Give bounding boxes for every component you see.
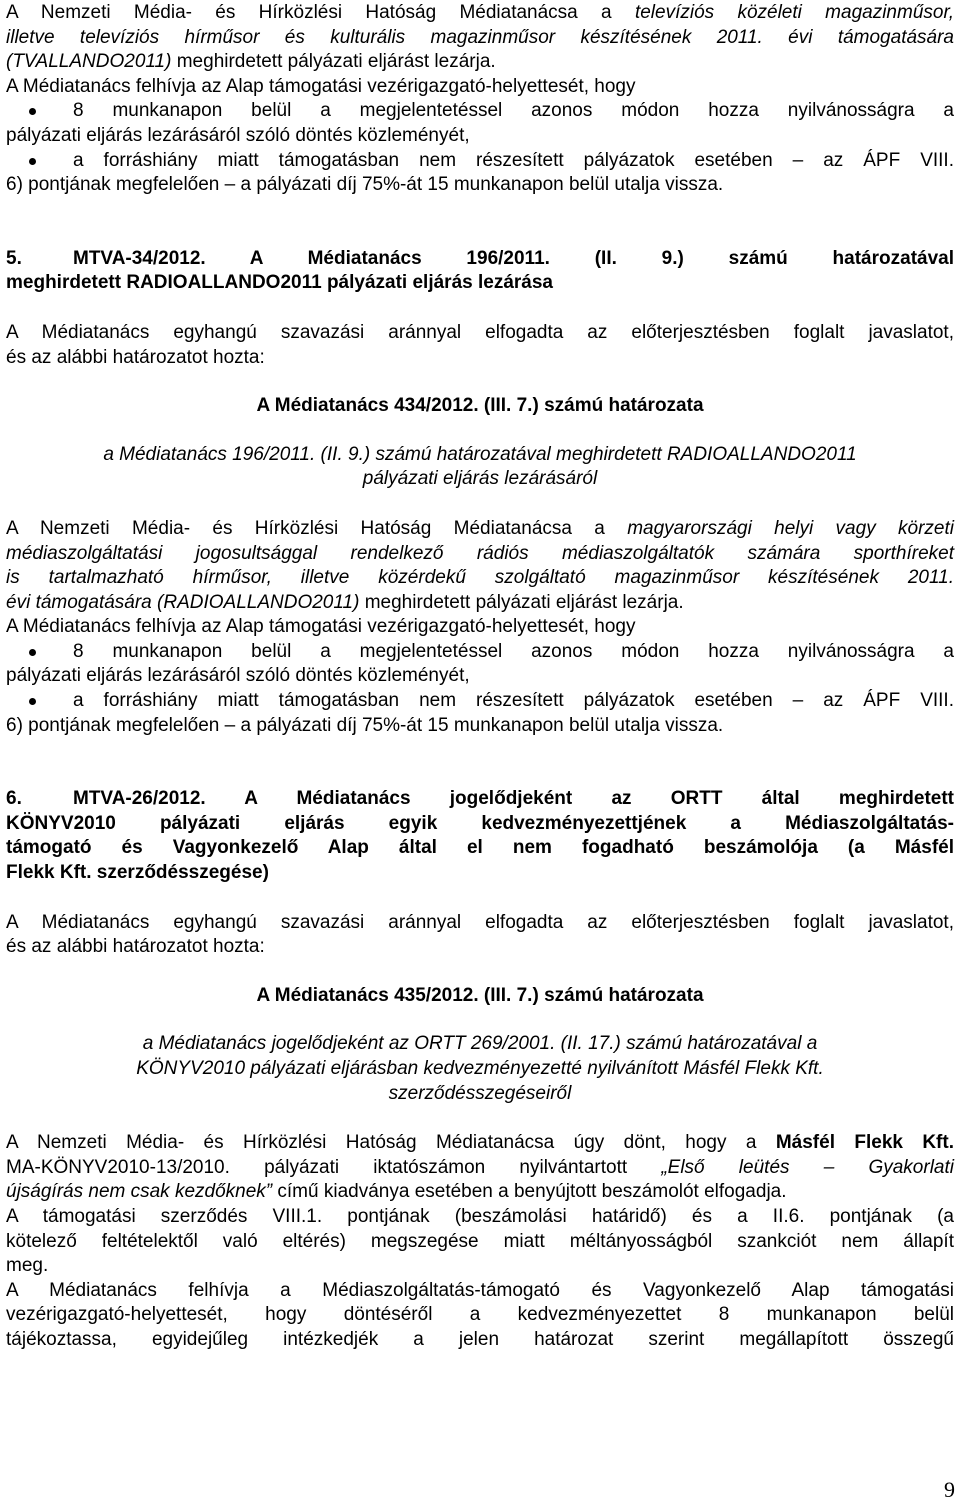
decision-body: A Nemzeti Média- és Hírközlési Hatóság Médiatanácsa a magyarországi helyi vagy körzeti médiaszolgáltatási jogosultsággal rendelkező rádiós médiaszolgáltatók számára sporthíreket is tartalmazható hírműsor, illetve közérdekű szolgáltató magazinműsor készítésének 2011. évi támogatására (RADIOALLANDO2011) meghirdetett pályázati eljárást lezárja. A Médiatanács felhívja az Alap támogatási vezérigazgató-helyettesét, hogy xyxy=(6,517,954,638)
section-number: 6. xyxy=(6,788,22,810)
section-5-heading xyxy=(6,247,954,296)
section-title: támogató és Vagyonkezelő Alap által el nem fogadható beszámolója (a Másfél xyxy=(6,837,954,859)
page-number: 9 xyxy=(944,1477,955,1502)
vote-paragraph: A Médiatanács egyhangú szavazási aránnyal elfogadta az előterjesztésben foglalt javaslatot, és az alábbi határozatot hozta: xyxy=(6,911,954,958)
list-item: 8 munkanapon belül a megjelentetéssel azonos módon hozza nyilvánosságra a pályázati eljárás lezárásáról szóló döntés közleményét, xyxy=(6,99,954,148)
decision-subtitle: a Médiatanács 196/2011. (II. 9.) számú határozatával meghirdetett RADIOALLANDO2011 pályázati eljárás lezárásáról xyxy=(103,443,857,490)
section-6-heading xyxy=(6,787,954,885)
section-title: Flekk Kft. szerződésszegése) xyxy=(6,862,269,884)
text-run: (TVALLANDO2011) xyxy=(6,51,172,73)
decision-body: A Nemzeti Média- és Hírközlési Hatóság Médiatanácsa úgy dönt, hogy a Másfél Flekk Kft. MA-KÖNYV2010-13/2010. pályázati iktatószámon nyilvántartott „Első leütés – Gyakorlati újságírás nem csak kezdőknek” című kiadványa esetében a benyújtott beszámolót elfogadja. xyxy=(6,1132,954,1203)
intro-paragraph xyxy=(6,1,954,99)
vote-paragraph: A Médiatanács egyhangú szavazási aránnyal elfogadta az előterjesztésben foglalt javaslatot, és az alábbi határozatot hozta: xyxy=(6,321,954,368)
section-title: MTVA-34/2012. A Médiatanács 196/2011. (II. 9.) számú határozatával xyxy=(73,247,954,269)
bullet-list xyxy=(6,640,954,738)
section-title: meghirdetett RADIOALLANDO2011 pályázati eljárás lezárása xyxy=(6,272,553,294)
section-title: MTVA-26/2012. A Médiatanács jogelődjeként az ORTT által meghirdetett xyxy=(73,788,954,810)
bullet-list xyxy=(6,99,954,197)
document-page xyxy=(6,1,954,1353)
list-item: 8 munkanapon belül a megjelentetéssel azonos módon hozza nyilvánosságra a pályázati eljárás lezárásáról szóló döntés közleményét, xyxy=(6,640,954,689)
section-number: 5. xyxy=(6,247,22,269)
decision-subtitle: a Médiatanács jogelődjeként az ORTT 269/2001. (II. 17.) számú határozatával a KÖNYV2010 pályázati eljárásban kedvezményezetté nyilvánított Másfél Flekk Kft. szerződésszegéseiről xyxy=(136,1033,824,1104)
text-run: televíziós közéleti magazinműsor, xyxy=(634,2,955,23)
text-run: A Nemzeti Média- és Hírközlési Hatóság Médiatanácsa a xyxy=(6,2,635,23)
list-item: a forráshiány miatt támogatásban nem részesített pályázatok esetében – az ÁPF VIII. 6) pontjának megfelelően – a pályázati díj 75%-át 15 munkanapon belül utalja vissza. xyxy=(6,149,954,198)
decision-title: A Médiatanács 435/2012. (III. 7.) számú határozata xyxy=(256,984,704,1006)
decision-title: A Médiatanács 434/2012. (III. 7.) számú határozata xyxy=(256,395,704,417)
list-item: a forráshiány miatt támogatásban nem részesített pályázatok esetében – az ÁPF VIII. 6) pontjának megfelelően – a pályázati díj 75%-át 15 munkanapon belül utalja vissza. xyxy=(6,689,954,738)
decision-body: A támogatási szerződés VIII.1. pontjának (beszámolási határidő) és a II.6. pontjának (a kötelező feltételektől való eltérés) megszegése miatt méltányosságból szankciót nem állapít meg. xyxy=(6,1205,954,1277)
text-run: meghirdetett pályázati eljárást lezárja. xyxy=(171,51,496,73)
decision-body: A Médiatanács felhívja a Médiaszolgáltatás-támogató és Vagyonkezelő Alap támogatási vezérigazgató-helyettesét, hogy döntéséről a kedvezményezettet 8 munkanapon belül tájékoztassa, egyidejűleg intézkedjék a jelen határozat szerint megállapított összegű xyxy=(6,1279,954,1350)
text-run: A Médiatanács felhívja az Alap támogatási vezérigazgató-helyettesét, hogy xyxy=(6,75,636,97)
text-run: illetve televíziós hírműsor és kulturális magazinműsor készítésének 2011. évi támogatására xyxy=(6,26,954,48)
section-title: KÖNYV2010 pályázati eljárás egyik kedvezményezettjének a Médiaszolgáltatás- xyxy=(6,812,954,834)
